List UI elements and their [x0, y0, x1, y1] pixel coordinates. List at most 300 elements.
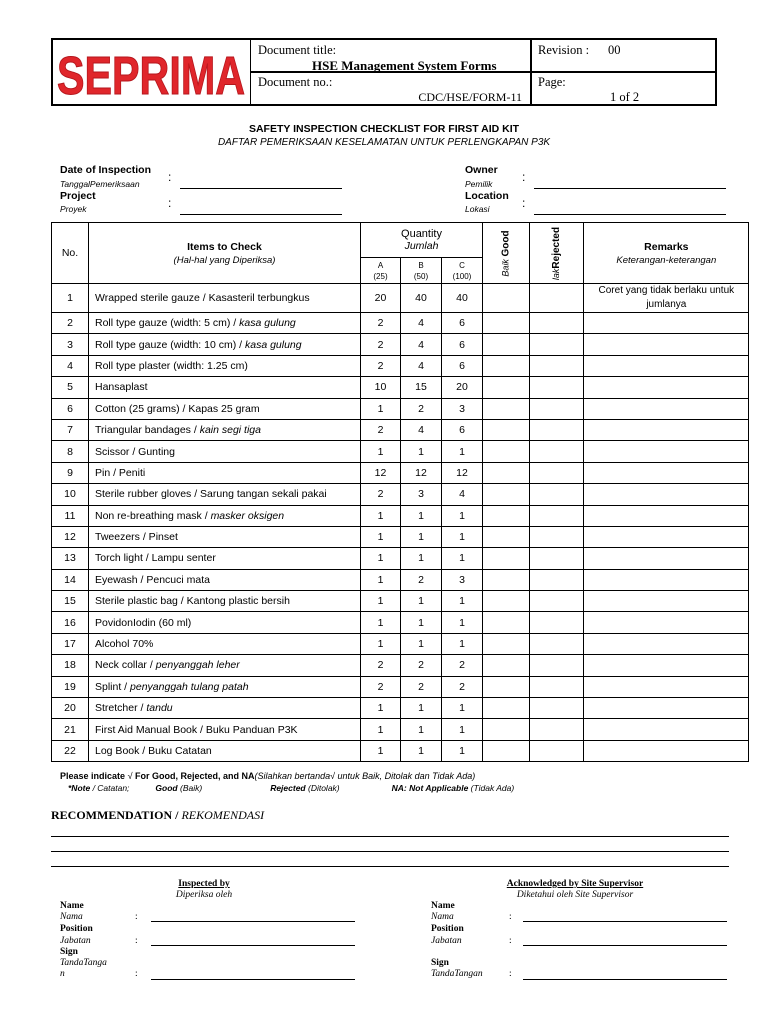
- rejected-checkbox[interactable]: [530, 334, 584, 355]
- item-text-id: penyanggah leher: [155, 659, 240, 672]
- good-checkbox[interactable]: [483, 612, 530, 633]
- good-checkbox[interactable]: [483, 505, 530, 526]
- row-number: 21: [52, 719, 89, 740]
- remarks-cell[interactable]: [584, 462, 749, 483]
- qty-c: 1: [442, 548, 483, 569]
- row-number: 15: [52, 591, 89, 612]
- table-row: [52, 462, 749, 483]
- good-checkbox[interactable]: [483, 313, 530, 334]
- remarks-cell[interactable]: [584, 505, 749, 526]
- remarks-cell[interactable]: [584, 740, 749, 761]
- qty-c: 4: [442, 484, 483, 505]
- checklist-table: [51, 222, 749, 762]
- col-header-b: [401, 258, 442, 284]
- left-sign-label: Sign: [60, 947, 78, 957]
- note-indicate-text: Please indicate: [60, 771, 126, 781]
- row-number: 3: [52, 334, 89, 355]
- row-number: 14: [52, 569, 89, 590]
- remarks-header-sublabel: Keterangan-keterangan: [616, 254, 717, 266]
- qty-c: 6: [442, 313, 483, 334]
- left-name-sublabel: Nama: [60, 912, 83, 922]
- doc-divider: [250, 71, 530, 73]
- left-sign-colon: :: [135, 969, 138, 979]
- remarks-cell[interactable]: [584, 377, 749, 398]
- qty-a: 12: [361, 462, 401, 483]
- remarks-cell[interactable]: [584, 355, 749, 376]
- good-checkbox[interactable]: [483, 462, 530, 483]
- good-header-label: [501, 230, 512, 276]
- row-number: 7: [52, 419, 89, 440]
- good-checkbox[interactable]: [483, 740, 530, 761]
- owner-field[interactable]: [534, 188, 726, 189]
- row-item: [89, 484, 361, 505]
- legend-rejected-sub: (Ditolak): [305, 783, 340, 793]
- qty-b: 12: [401, 462, 442, 483]
- rejected-checkbox[interactable]: [530, 377, 584, 398]
- qty-a: 2: [361, 676, 401, 697]
- logo-wordmark: SEPRIMA: [57, 46, 245, 102]
- indicate-note: [60, 771, 475, 781]
- row-item: [89, 719, 361, 740]
- left-sign-sublabel: TandaTanga: [60, 958, 107, 968]
- rejected-checkbox[interactable]: [530, 441, 584, 462]
- good-checkbox[interactable]: [483, 676, 530, 697]
- left-position-colon: :: [135, 936, 138, 946]
- qty-a: 2: [361, 334, 401, 355]
- row-item: [89, 334, 361, 355]
- acknowledged-by-title: Acknowledged by Site Supervisor: [506, 879, 644, 889]
- remarks-cell[interactable]: [584, 633, 749, 654]
- left-name-field[interactable]: [151, 921, 355, 922]
- qty-c: 1: [442, 526, 483, 547]
- project-field[interactable]: [180, 214, 342, 215]
- item-text: Torch light / Lampu senter: [95, 552, 216, 565]
- table-row: [52, 398, 749, 419]
- row-number: 5: [52, 377, 89, 398]
- table-body: [52, 284, 749, 762]
- remarks-cell[interactable]: [584, 676, 749, 697]
- good-checkbox[interactable]: [483, 548, 530, 569]
- rejected-checkbox[interactable]: [530, 676, 584, 697]
- qty-b: 15: [401, 377, 442, 398]
- b-header-label: B: [418, 260, 424, 270]
- item-text: Neck collar /: [95, 659, 156, 672]
- right-name-colon: :: [509, 912, 512, 922]
- row-number: 13: [52, 548, 89, 569]
- col-header-good: [483, 223, 530, 284]
- good-checkbox[interactable]: [483, 655, 530, 676]
- legend-good-sub: (Baik): [177, 783, 203, 793]
- qty-b: 2: [401, 655, 442, 676]
- owner-sublabel: Pemilik: [465, 179, 493, 189]
- item-text: Non re-breathing mask /: [95, 509, 211, 522]
- qty-b: 40: [401, 284, 442, 313]
- qty-b: 1: [401, 633, 442, 654]
- document-header: [51, 38, 717, 106]
- date-label: Date of Inspection: [60, 164, 152, 176]
- row-item: [89, 355, 361, 376]
- item-text: Stretcher /: [95, 702, 147, 715]
- table-row: [52, 612, 749, 633]
- row-item: [89, 740, 361, 761]
- rejected-header-sublabel: lak: [551, 268, 562, 281]
- row-item: [89, 591, 361, 612]
- row-number: 18: [52, 655, 89, 676]
- right-sign-sublabel: TandaTangan: [431, 969, 483, 979]
- right-position-colon: :: [509, 936, 512, 946]
- item-text-id: penyanggah tulang patah: [130, 680, 249, 693]
- revision-value: 00: [608, 43, 621, 57]
- b-header-sublabel: (50): [413, 271, 429, 281]
- remarks-cell[interactable]: [584, 591, 749, 612]
- col-header-a: [361, 258, 401, 284]
- qty-b: 1: [401, 505, 442, 526]
- form-subtitle: DAFTAR PEMERIKSAAN KESELAMATAN UNTUK PERLENGKAPAN P3K: [217, 137, 551, 148]
- items-header-sublabel: (Hal-hal yang Diperiksa): [173, 254, 276, 266]
- rejected-checkbox[interactable]: [530, 284, 584, 313]
- item-text: First Aid Manual Book / Buku Panduan P3K: [95, 723, 298, 736]
- document-title-cell: [250, 40, 532, 104]
- rejected-checkbox[interactable]: [530, 355, 584, 376]
- qty-a: 1: [361, 612, 401, 633]
- recommendation-line-3[interactable]: [51, 866, 729, 867]
- recommendation-label: [51, 808, 264, 823]
- table-row: [52, 633, 749, 654]
- check-mark-icon: √: [127, 771, 133, 781]
- table-row: [52, 419, 749, 440]
- good-checkbox[interactable]: [483, 484, 530, 505]
- row-number: 4: [52, 355, 89, 376]
- qty-a: 1: [361, 505, 401, 526]
- qty-a: 20: [361, 284, 401, 313]
- remarks-cell[interactable]: [584, 441, 749, 462]
- qty-b: 1: [401, 612, 442, 633]
- table-row: [52, 441, 749, 462]
- date-sublabel: TanggalPemeriksaan: [60, 179, 140, 189]
- table-row: [52, 484, 749, 505]
- rejected-checkbox[interactable]: [530, 655, 584, 676]
- right-sign-colon: :: [509, 969, 512, 979]
- good-checkbox[interactable]: [483, 591, 530, 612]
- recommendation-subtitle: REKOMENDASI: [181, 808, 265, 822]
- remarks-cell[interactable]: [584, 313, 749, 334]
- revision-label: Revision :: [538, 43, 590, 57]
- remarks-cell[interactable]: [584, 569, 749, 590]
- row-number: 8: [52, 441, 89, 462]
- right-name-field[interactable]: [523, 921, 727, 922]
- qty-b: 4: [401, 355, 442, 376]
- row-item: [89, 441, 361, 462]
- item-text: Tweezers / Pinset: [95, 531, 178, 544]
- inspected-by-subtitle: Diperiksa oleh: [175, 890, 233, 900]
- item-text: Roll type plaster (width: 1.25 cm): [95, 359, 248, 372]
- form-title: SAFETY INSPECTION CHECKLIST FOR FIRST AID KIT: [248, 123, 520, 135]
- item-text-id: masker oksigen: [210, 509, 285, 522]
- qty-a: 1: [361, 548, 401, 569]
- qty-c: 2: [442, 655, 483, 676]
- item-text: Roll type gauze (width: 5 cm) /: [95, 317, 240, 330]
- rejected-checkbox[interactable]: [530, 591, 584, 612]
- quantity-header-sublabel: Jumlah: [404, 240, 439, 252]
- qty-b: 4: [401, 313, 442, 334]
- good-header-text: Good: [500, 230, 512, 257]
- qty-a: 2: [361, 419, 401, 440]
- left-sign-field[interactable]: [151, 979, 355, 980]
- table-row: [52, 505, 749, 526]
- a-header-sublabel: (25): [373, 271, 388, 281]
- item-text: Log Book / Buku Catatan: [95, 745, 212, 757]
- table-row: [52, 591, 749, 612]
- good-checkbox[interactable]: [483, 719, 530, 740]
- location-sublabel: Lokasi: [465, 204, 490, 214]
- rejected-checkbox[interactable]: [530, 698, 584, 719]
- qty-c: 20: [442, 377, 483, 398]
- legend-na-sub: (Tidak Ada): [468, 783, 515, 793]
- right-position-field[interactable]: [523, 945, 727, 946]
- table-row: [52, 676, 749, 697]
- qty-b: 3: [401, 484, 442, 505]
- legend-note: [68, 783, 514, 793]
- row-number: 16: [52, 612, 89, 633]
- location-field[interactable]: [534, 214, 726, 215]
- good-checkbox[interactable]: [483, 398, 530, 419]
- note-label: *Note: [68, 783, 91, 793]
- recommendation-line-2[interactable]: [51, 851, 729, 852]
- doc-title-value: HSE Management System Forms: [312, 58, 497, 73]
- row-item: [89, 548, 361, 569]
- rejected-checkbox[interactable]: [530, 612, 584, 633]
- col-header-rejected: [530, 223, 584, 284]
- remarks-header-label: Remarks: [644, 240, 689, 253]
- qty-a: 2: [361, 355, 401, 376]
- revision-cell: [531, 40, 716, 104]
- item-text: Eyewash / Pencuci mata: [95, 573, 210, 586]
- seprima-logo: [55, 46, 247, 102]
- col-header-c: [442, 258, 483, 284]
- date-field[interactable]: [180, 188, 342, 189]
- qty-c: 1: [442, 441, 483, 462]
- qty-a: 1: [361, 719, 401, 740]
- qty-c: 1: [442, 633, 483, 654]
- qty-b: 4: [401, 419, 442, 440]
- col-header-quantity: [361, 223, 483, 258]
- rejected-checkbox[interactable]: [530, 569, 584, 590]
- company-logo-cell: [53, 40, 251, 104]
- row-number: 11: [52, 505, 89, 526]
- remarks-cell[interactable]: [584, 655, 749, 676]
- row-item: [89, 313, 361, 334]
- rejected-checkbox[interactable]: [530, 505, 584, 526]
- row-item: [89, 398, 361, 419]
- doc-no-value: CDC/HSE/FORM-11: [418, 90, 522, 104]
- doc-no-label: Document no.:: [258, 75, 333, 89]
- legend-rejected: Rejected: [270, 783, 306, 793]
- row-number: 19: [52, 676, 89, 697]
- item-text: Splint /: [95, 680, 131, 693]
- page-value: 1 of 2: [610, 90, 640, 104]
- recommendation-title: RECOMMENDATION /: [51, 808, 182, 822]
- table-row: [52, 355, 749, 376]
- qty-a: 1: [361, 698, 401, 719]
- location-colon: :: [522, 196, 526, 210]
- remarks-cell[interactable]: [584, 612, 749, 633]
- good-checkbox[interactable]: [483, 698, 530, 719]
- row-number: 12: [52, 526, 89, 547]
- rejected-checkbox[interactable]: [530, 633, 584, 654]
- qty-c: 2: [442, 676, 483, 697]
- items-header-label: Items to Check: [187, 240, 262, 253]
- table-row: [52, 548, 749, 569]
- rejected-checkbox[interactable]: [530, 419, 584, 440]
- qty-a: 1: [361, 591, 401, 612]
- left-position-label: Position: [60, 924, 93, 934]
- row-item: [89, 419, 361, 440]
- table-row: [52, 740, 749, 761]
- owner-colon: :: [522, 170, 526, 184]
- qty-a: 1: [361, 441, 401, 462]
- left-sign-sublabel-wrap: n: [60, 969, 65, 979]
- c-header-label: C: [459, 260, 465, 270]
- row-number: 17: [52, 633, 89, 654]
- qty-b: 1: [401, 740, 442, 761]
- left-position-sublabel: Jabatan: [60, 936, 91, 946]
- table-row: [52, 526, 749, 547]
- item-text: Alcohol 70%: [95, 638, 154, 651]
- rejected-checkbox[interactable]: [530, 740, 584, 761]
- left-name-colon: :: [135, 912, 138, 922]
- row-item: [89, 505, 361, 526]
- qty-c: 40: [442, 284, 483, 313]
- row-number: 22: [52, 740, 89, 761]
- item-text: Sterile plastic bag / Kantong plastic bersih: [95, 595, 290, 608]
- good-checkbox[interactable]: [483, 441, 530, 462]
- legend-good: Good: [155, 783, 178, 793]
- recommendation-line-1[interactable]: [51, 836, 729, 837]
- legend-na: NA: Not Applicable: [391, 783, 469, 793]
- a-header-label: A: [377, 260, 384, 270]
- qty-b: 1: [401, 441, 442, 462]
- row-item: [89, 633, 361, 654]
- left-position-field[interactable]: [151, 945, 355, 946]
- right-sign-label: Sign: [431, 958, 449, 968]
- row-item: [89, 284, 361, 313]
- remarks-cell[interactable]: [584, 698, 749, 719]
- remarks-cell[interactable]: [584, 419, 749, 440]
- qty-c: 12: [442, 462, 483, 483]
- qty-c: 6: [442, 355, 483, 376]
- qty-b: 2: [401, 676, 442, 697]
- qty-c: 1: [442, 719, 483, 740]
- good-checkbox[interactable]: [483, 334, 530, 355]
- note-indicate-id-options: untuk Baik, Ditolak dan Tidak Ada): [335, 771, 476, 781]
- qty-b: 2: [401, 398, 442, 419]
- remarks-cell[interactable]: [584, 526, 749, 547]
- qty-a: 10: [361, 377, 401, 398]
- qty-a: 1: [361, 740, 401, 761]
- good-checkbox[interactable]: [483, 419, 530, 440]
- qty-c: 1: [442, 505, 483, 526]
- table-row: [52, 284, 749, 313]
- remarks-cell[interactable]: [584, 334, 749, 355]
- good-header-sublabel: Baik: [500, 259, 511, 277]
- remarks-cell[interactable]: [584, 719, 749, 740]
- col-header-items: [89, 223, 361, 284]
- row-item: [89, 676, 361, 697]
- item-text: Sterile rubber gloves / Sarung tangan sekali pakai: [95, 488, 327, 501]
- table-row: [52, 655, 749, 676]
- right-sign-field[interactable]: [523, 979, 727, 980]
- row-item: [89, 612, 361, 633]
- rejected-checkbox[interactable]: [530, 462, 584, 483]
- rejected-checkbox[interactable]: [530, 548, 584, 569]
- rejected-checkbox[interactable]: [530, 719, 584, 740]
- row-number: 6: [52, 398, 89, 419]
- revision-divider: [531, 71, 716, 73]
- qty-c: 1: [442, 698, 483, 719]
- rejected-header-text: Rejected: [551, 226, 563, 269]
- good-checkbox[interactable]: [483, 377, 530, 398]
- right-position-label: Position: [431, 924, 464, 934]
- qty-a: 2: [361, 313, 401, 334]
- col-header-remarks: [584, 223, 749, 284]
- rejected-checkbox[interactable]: [530, 484, 584, 505]
- good-checkbox[interactable]: [483, 633, 530, 654]
- note-sublabel: / Catatan;: [90, 783, 130, 793]
- qty-a: 1: [361, 569, 401, 590]
- project-label: Project: [60, 190, 96, 202]
- qty-c: 6: [442, 334, 483, 355]
- item-text: Triangular bandages /: [95, 424, 200, 437]
- acknowledged-by-subtitle: Diketahui oleh Site Supervisor: [516, 890, 634, 900]
- item-text-id: kasa gulung: [239, 317, 296, 330]
- table-row: [52, 334, 749, 355]
- right-position-sublabel: Jabatan: [431, 936, 462, 946]
- page-label: Page:: [538, 75, 566, 89]
- row-item: [89, 526, 361, 547]
- item-text: Cotton (25 grams) / Kapas 25 gram: [95, 402, 260, 415]
- qty-a: 2: [361, 655, 401, 676]
- good-checkbox[interactable]: [483, 355, 530, 376]
- item-text-id: kasa gulung: [244, 338, 302, 351]
- note-indicate-options: For Good, Rejected, and NA: [132, 771, 255, 781]
- good-checkbox[interactable]: [483, 526, 530, 547]
- col-header-no: No.: [52, 223, 89, 284]
- remarks-cell[interactable]: [584, 398, 749, 419]
- good-checkbox[interactable]: [483, 569, 530, 590]
- table-row: [52, 569, 749, 590]
- rejected-checkbox[interactable]: [530, 313, 584, 334]
- qty-a: 1: [361, 526, 401, 547]
- remarks-cell[interactable]: Coret yang tidak berlaku untuk jumlanya: [584, 284, 749, 313]
- remarks-cell[interactable]: [584, 548, 749, 569]
- rejected-checkbox[interactable]: [530, 526, 584, 547]
- good-checkbox[interactable]: [483, 284, 530, 313]
- table-row: [52, 698, 749, 719]
- qty-a: 2: [361, 484, 401, 505]
- remarks-cell[interactable]: [584, 484, 749, 505]
- qty-b: 1: [401, 698, 442, 719]
- table-row: [52, 719, 749, 740]
- qty-c: 3: [442, 569, 483, 590]
- check-mark-icon: √: [330, 771, 336, 781]
- location-label: Location: [465, 190, 509, 202]
- item-text: Scissor / Gunting: [95, 445, 175, 458]
- date-colon: :: [168, 170, 172, 184]
- rejected-checkbox[interactable]: [530, 398, 584, 419]
- row-number: 20: [52, 698, 89, 719]
- qty-b: 1: [401, 548, 442, 569]
- inspected-by-title: Inspected by: [178, 879, 230, 889]
